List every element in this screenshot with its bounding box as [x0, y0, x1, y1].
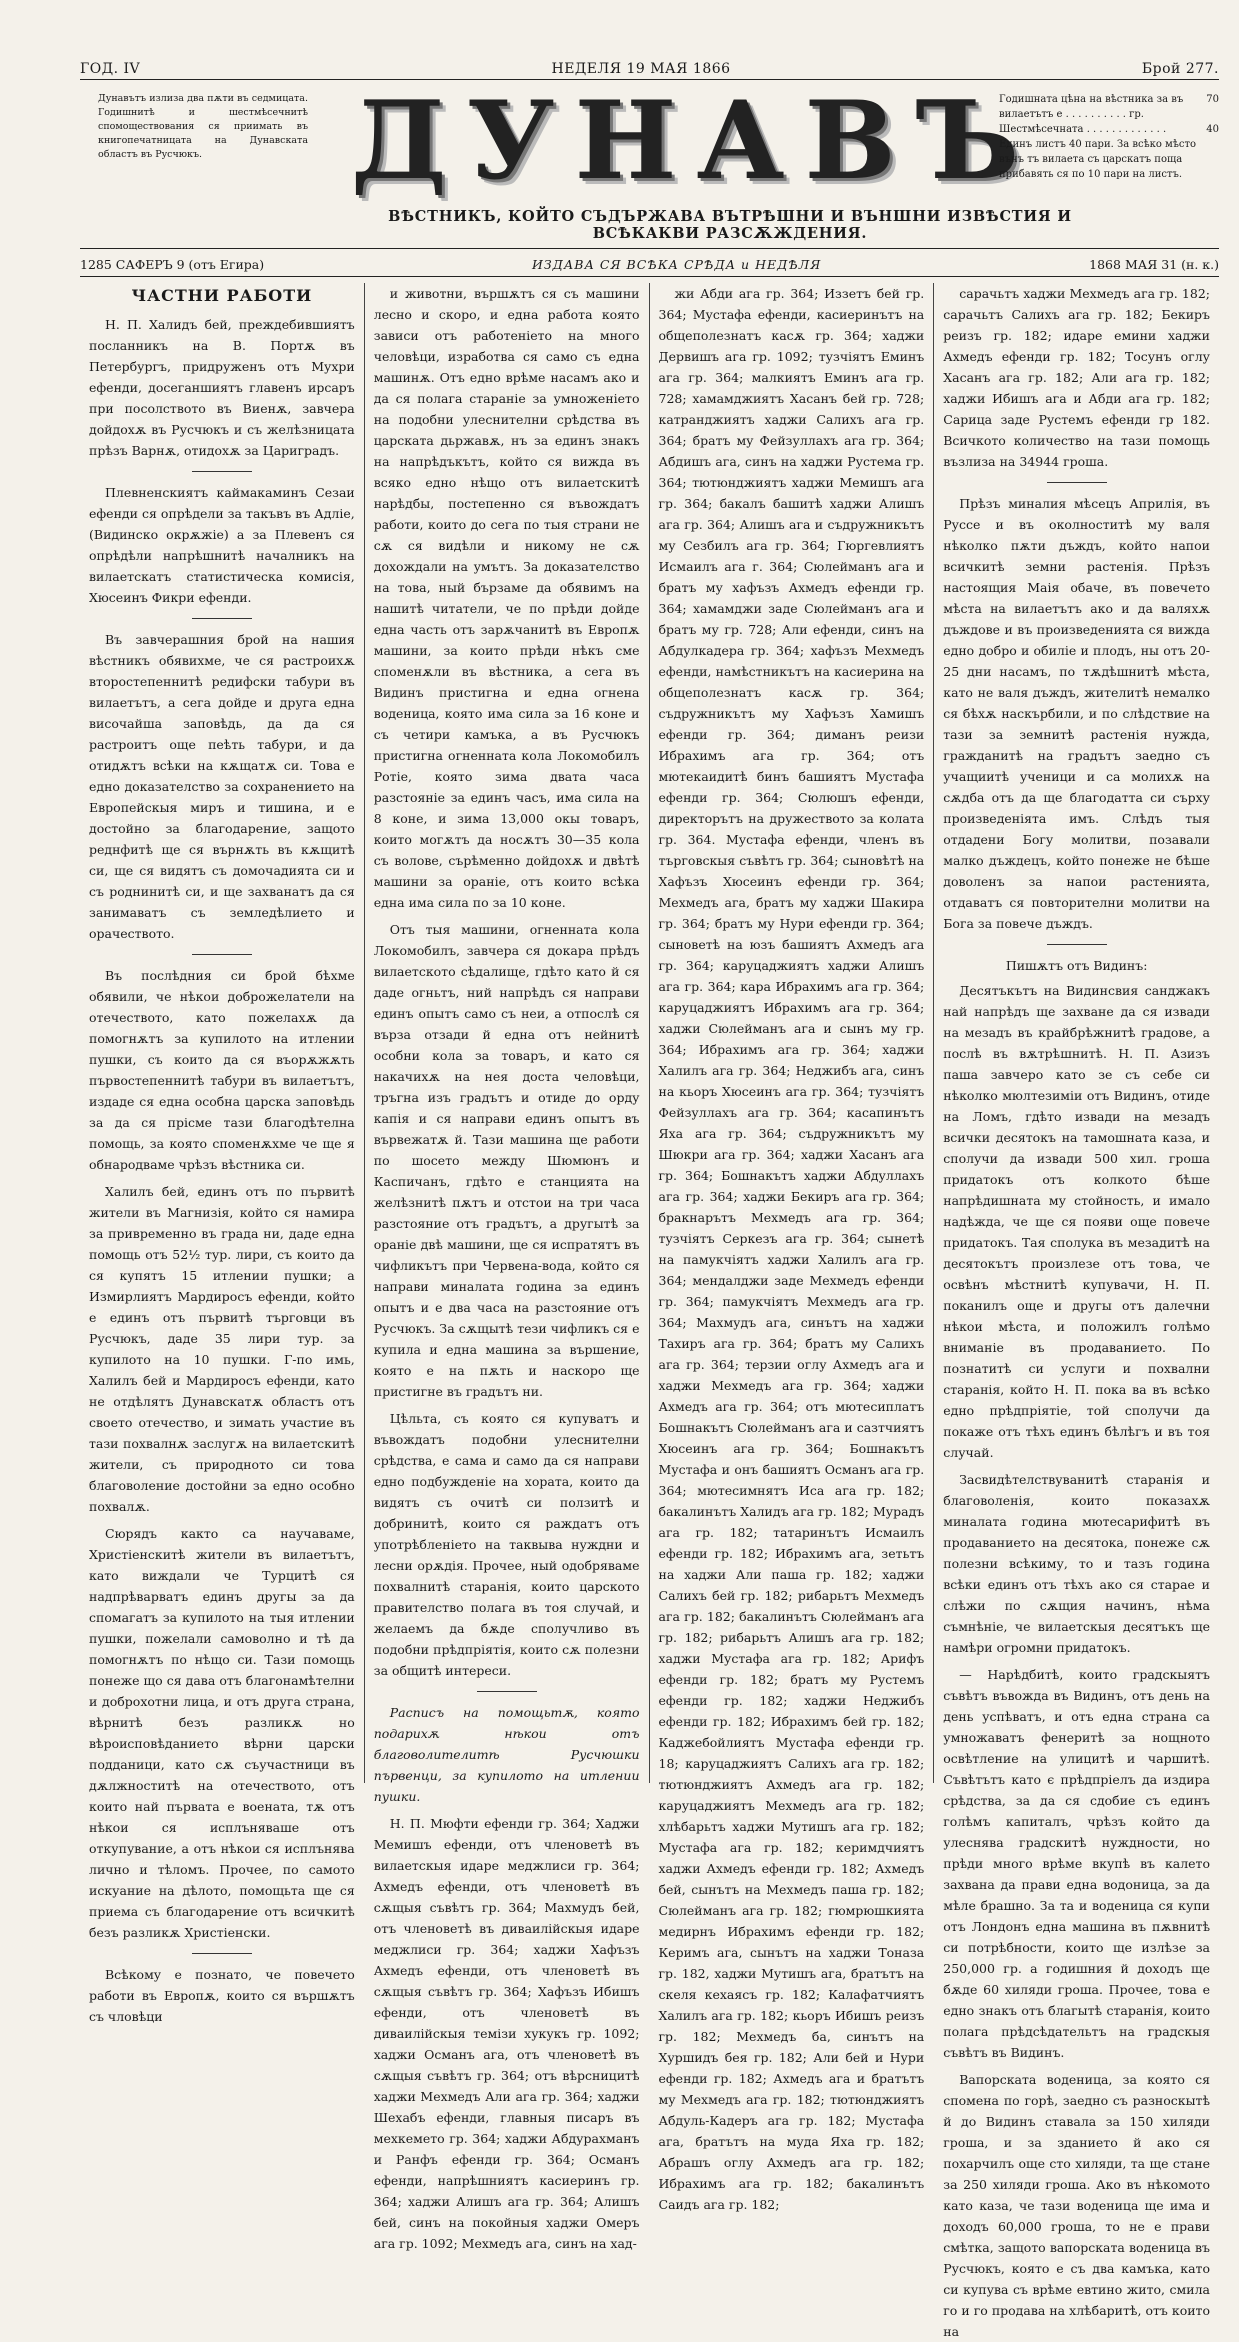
article-paragraph: Десятъкътъ на Видинсвия санджакъ най напрѣдъ ще захване да ся извади на мезадъ въ крайбрѣжнитѣ градове, а послѣ въ вѫтрѣшнитѣ. Н. П. Азизъ паша завчеро като зе съ себе си нѣколко мюлтезиміи отъ Видинъ, отиде на Ломъ, гдѣто извади на мезадъ всички десятокъ на тамошната каза, и сполучи да извади 500 хил. гроша придатокъ отъ колкото бѣше напрѣдишната му стойность, и имало надѣжда, че ще ся появи още повече придатокъ. Тая сполука въ мезадитѣ на десятокътъ произлезе отъ това, че освѣнъ мѣстнитѣ купувачи, Н. П. поканилъ още и другы отъ далечни нѣкои мѣста, и положилъ голѣмо вниманіе въ продаванието. По познатитѣ си услуги и похвални старанія, който Н. П. пока ва въ всѣко едно прѣдпріятіе, той сполучи да покаже отъ тѣхъ единъ бѣлѣгъ и въ тоя случай.: [943, 983, 1210, 1460]
article-paragraph: Н. П. Халидъ бей, преждебившиятъ посланникъ на В. Портѫ въ Петербургъ, придруженъ отъ Мухри ефенди, досеганшиятъ главенъ ирсаръ при посолството въ Виенѫ, завчера дойдохѫ въ Русчюкъ и съ желѣзницата прѣзъ Варнѫ, отидохѫ за Цариградъ.: [89, 317, 355, 458]
price-year-value: 70: [1206, 94, 1219, 105]
separator: [192, 954, 252, 955]
dateline-hijri: 1285 САФЕРЪ 9 (отъ Егира): [80, 256, 265, 272]
article-columns: [80, 283, 1219, 2339]
price-half-value: 40: [1206, 124, 1219, 135]
article-paragraph: и животни, вършѫтъ ся съ машини лесно и скоро, и една работа която зависи отъ работеніето на много человѣци, изработва ся само съ една машинѫ. Отъ едно врѣме насамъ ако и да ся полага стараніе за умноженіето на подобни улеснителни срѣдства въ царската дьржавѫ, нъ за единъ знакъ на напрѣдъкътъ, който ся вижда въ всяко едно нѣщо отъ вилаетскитѣ нарѣдбы, постепенно ся въвождатъ работи, които до сега по тыя страни не сѫ ся видѣли и никому не сѫ дохождали на умътъ. За доказателство на това, ный бързаме да обявимъ на нашитѣ читатели, че по прѣди дойде една часть отъ зарѫчанитѣ въ Европѫ машини, за които прѣди нѣкъ сме споменѫли въ вѣстника, а сега въ Видинъ пристигна и една огнена воденица, която има сила за 16 коне и съ четири камъка, а въ Русчюкъ пристигна огненната кола Локомобилъ Ротіе, която зима двата часа разстояніе за единъ часъ, има сила на 8 коне, и зима 13,000 окы товаръ, които могѫтъ да носѫтъ 30—35 кола съ волове, сърѣменно дойдохѫ и двѣтѣ машини за оранiе, отъ които всѣка една има сила по за 10 коне.: [373, 286, 640, 910]
top-line: [80, 55, 1219, 77]
masthead: [80, 78, 1219, 242]
article-paragraph: Сюрядъ както са научаваме, Христіенскитѣ жители въ вилаетътъ, като виждали че Турцитѣ ся надпрѣварватъ единъ другы за да спомагатъ за купилото на тыя итлении пушки, пожелали самоволно и тѣ да помогнѫтъ по нѣщо си. Тази помощь понеже що ся дава отъ благонамѣтелни и доброхотни лица, и отъ друга страна, вѣрнитѣ безъ разликѫ но вѣроисповѣданието вѣрни царски подданици, като сѫ съучастници въ дѫлжноститѣ на отечеството, отъ които най първата е воената, тѫ отъ нѣкои ся исплъняваше отъ откупувание, а отъ нѣкои ся исплънява лично и тѣломъ. Прочее, по самото искуание на дѣлото, помощьта ще ся приема съ благодарение отъ всичкитѣ безъ разликѫ Христіенски.: [89, 1526, 355, 1940]
price-year-label: Годишната цѣна на вѣстника за въ вилаетътъ е . . . . . . . . . . гр.: [999, 94, 1184, 120]
price-note: Единъ листъ 40 пари. За всѣко мѣсто вънъ тъ вилаета съ царскатъ поща прибавять ся по 10 пари на листъ.: [999, 139, 1197, 180]
article-paragraph: Въ завчерашния брой на нашия вѣстникъ обявихме, че ся растроихѫ второстепеннитѣ редифски табури въ вилаетътъ, а сега дойде и друга една височайша заповѣдь, да да ся растроитъ още пеѣть табури, и да отидѫтъ всѣки на кѫщатѫ си. Това е едно доказателство за сохранението на Европейскыя миръ и тишина, и е достойно за благодарение, защото реднфитѣ ще ся върнѫть въ кѫщитѣ си, ще ся видятъ съ домочадията си и съ роднинитѣ си, и ще захванатъ да ся занимаватъ съ земледѣлието и орачеството.: [89, 632, 355, 941]
dateline-schedule: ИЗДАВА СЯ ВСѢКА СРѢДА и НЕДѢЛЯ: [531, 256, 822, 272]
column-4: [934, 283, 1219, 2339]
dateline: [80, 254, 1219, 274]
year-label: ГОД. IV: [80, 61, 141, 77]
price-year-row: [999, 92, 1219, 122]
donation-list-title: Расписъ на помощьтѫ, която подарихѫ нѣкои отъ благоволителитѣ Русчюшки първенци, за купилото на итлении пушки.: [373, 1705, 640, 1804]
donor-list: жи Абди ага гр. 364; Иззетъ бей гр. 364; Мустафа ефенди, касиеринътъ на общеполезнатъ касѫ гр. 364; хаджи Дервишъ ага гр. 1092; тузчіятъ Еминъ ага гр. 364; малкиятъ Еминъ ага гр. 728; хамамджиятъ Хасанъ бей гр. 728; катранджиятъ хаджи Салихъ ага гр. 364; братъ му Фейзуллахъ ага гр. 364; Абдишъ ага, синъ на хаджи Рустема гр. 364; тютюнджиятъ хаджи Мемишъ ага гр. 364; бакалъ башитѣ хаджи Алишъ ага гр. 364; Алишъ ага и съдружникътъ му Сезбилъ ага гр. 364; Гюргевлиятъ Исмаилъ ага г. 364; Сюлейманъ ага и братъ му хафъзъ Ахмедъ ефенди гр. 364; хамамджи заде Сюлейманъ ага и братъ му гр. 728; Али ефенди, синъ на Абдулкадера гр. 364; хафъзъ Мехмедъ ефенди, намѣстникътъ на касиерина на общеполезнатъ касѫ гр. 364; съдружникътъ му Хафъзъ Хамишъ ефенди гр. 364; диманъ реизи Ибрахимъ ага гр. 364; отъ мютекаидитѣ бинъ башиятъ Мустафа ефенди гр. 364; Сюлюшъ ефенди, директорътъ на дружеството за колата гр. 364. Мустафа ефенди, членъ въ търговскыя съвѣтъ гр. 364; сыновѣтѣ на Хафъзъ Хюсеинъ ефенди гр. 364; Мехмедъ ага, братъ му хаджи Шакира гр. 364; братъ му Нури ефенди гр. 364; сыноветѣ на юзъ башиятъ Ахмедъ ага гр. 364; каруцаджиятъ хаджи Алишъ ага гр. 364; кара Ибрахимъ ага гр. 364; каруцаджиятъ Ибрахимъ ага гр. 364; хаджи Сюлейманъ ага и сынъ му гр. 364; Ибрахимъ ага гр. 364; хаджи Халилъ ага гр. 364; Неджибъ ага, синъ на кьоръ Хюсеинъ ага гр. 364; тузчіятъ Фейзуллахъ ага гр. 364; касапинътъ Яха ага гр. 364; съдружникътъ му Шюкри ага гр. 364; хаджи Хасанъ ага гр. 364; Бошнакътъ хаджи Абдуллахъ ага гр. 364; хаджи Бекиръ ага гр. 364; бракнарътъ Мехмедъ ага гр. 364; тузчіятъ Серкезъ ага гр. 364; сынетѣ на памукчіятъ хаджи Халилъ ага гр. 364; мендалджи заде Мехмедъ ефенди гр. 364; памукчіятъ Мехмедъ ага гр. 364; Махмудъ ага, синътъ на хаджи Тахиръ ага гр. 364; братъ му Салихъ ага гр. 364; терзии оглу Ахмедъ ага и хаджи Мехмедъ ага гр. 364; хаджи Ахмедъ ага гр. 364; отъ мютесиплатъ Бошнакътъ Сюлейманъ ага и сазтчиятъ Хюсеинъ ага гр. 364; Бошнакътъ Мустафа и онъ башиятъ Османъ ага гр. 364; мютесимнятъ Иса ага гр. 182; бакалинътъ Халидъ ага гр. 182; Мурадъ ага гр. 182; татаринътъ Исмаилъ ефенди гр. 182; Ибрахимъ ага, зетьтъ на хаджи Али паша гр. 182; хаджи Салихъ бей гр. 182; рибарьтъ Мехмедъ ага гр. 182; бакалинътъ Сюлейманъ ага гр. 182; рибарьтъ Алишъ ага гр. 182; хаджи Мустафа ага гр. 182; Арифъ ефенди гр. 182; братъ му Рустемъ ефенди гр. 182; хаджи Неджибъ ефенди гр. 182; Ибрахимъ бей гр. 182; Каджебойлиятъ Мустафа ефенди гр. 18; каруцаджиятъ Салихъ ага гр. 182; тютюнджиятъ Ахмедъ ага гр. 182; каруцаджиятъ Мехмедъ ага гр. 182; хлѣбарьтъ хаджи Мутишъ ага гр. 182; Мустафа ага гр. 182; керимдчиятъ хаджи Ахмедъ ефенди гр. 182; Ахмедъ бей, сынътъ на Мехмедъ паша гр. 182; Сюлейманъ ага гр. 182; гюмрюшкията медирнъ Ибрахимъ ефенди гр. 182; Керимъ ага, сынътъ на хаджи Тоназа гр. 182, хаджи Мутишъ ага, братътъ на скеля кехаясъ гр. 182; Калафатчиятъ Халилъ ага гр. 182; кьоръ Ибишъ реизъ гр. 182; Мехмедъ ба, синътъ на Хуршидъ бея гр. 182; Али бей и Нури ефенди гр. 182; Ахмедъ ага и братътъ му Мехмедъ ага гр. 182; тютюнджиятъ Абдуль-Кадеръ ага гр. 182; Мустафа ага, братътъ на муда Яха гр. 182; Абрашъ оглу Ахмедъ ага гр. 182; Ибрахимъ ага гр. 182; бакалинътъ Саидъ ага гр. 182;: [658, 286, 925, 2212]
correspondence-heading: Пишѫтъ отъ Видинъ:: [1005, 958, 1148, 973]
price-half-label: Шестмѣсечната . . . . . . . . . . . . .: [999, 124, 1167, 135]
column-1: [80, 283, 365, 2024]
section-heading: ЧАСТНИ РАБОТИ: [131, 286, 313, 305]
separator: [477, 1691, 537, 1692]
subscription-note: Дунавътъ излиза два пѫти въ седмицата. Годишнитѣ и шестмѣсечнитѣ спомоществования ся приимать въ книгопечатницата на Дунавската областъ въ Русчюкъ.: [98, 93, 308, 160]
price-box: [999, 92, 1219, 182]
separator: [1047, 482, 1107, 483]
article-paragraph: Прѣзъ миналия мѣсецъ Априлія, въ Руссе и въ околноститѣ му валя нѣколко пѫти дъждъ, който напои всичкитѣ земни растенія. Прѣзъ настоящия Маія обаче, въ повечето мѣста на вилаетътъ ако и да валяхѫ дъждове и въ произведенията ся вижда едно добро и обиліе и плодъ, ны отъ 20-25 дни насамъ, по тѫдѣшнитѣ мѣста, като не валя дъждъ, жителитѣ немалко ся бѣхѫ наскърбили, и по слѣдствие на тази за земнитѣ растенія нужда, гражданитѣ на градътъ заедно съ учащиитѣ ученици и са молихѫ на сѫдба отъ да ще благодатта си сърху произведеніята имъ. Слѣдъ тыя отдадени Богу молитви, позавали малко дъждецъ, който понеже не бѣше доволенъ за напои растенията, отдаватъ ся повторителни молитви на Бога за повече дъждъ.: [943, 496, 1210, 931]
dateline-gregorian: 1868 МАЯ 31 (н. к.): [1089, 256, 1219, 272]
newspaper-subtitle: ВѢСТНИКЪ, КОЙТО СЪДЪРЖАВА ВЪТРѢШНИ И ВЪНШНИ ИЗВѢСТИЯ И ВСѢКАКВИ РАЗСѪЖДЕНИЯ.: [388, 208, 1072, 242]
issue-number: Брой 277.: [1141, 61, 1219, 77]
article-paragraph: Цѣльта, съ която ся купуватъ и въвождатъ подобни улеснителни срѣдства, е сама и само да ся направи едно подбужденіе на хората, които да видятъ съ очитѣ си ползитѣ и добринитѣ, които ся раждатъ отъ употрѣбленіето на таквыва нуждни и лесни орѫдія. Прочее, ный одобряваме похвалнитѣ старанія, които царското правителство полага въ тоя случай, и желаемъ да бѫде сполучливо въ подобни прѣдпріятія, които сѫ полезни за общитѣ интереси.: [373, 1411, 640, 1678]
article-paragraph: Въ послѣдния си брой бѣхме обявили, че нѣкои доброжелатели на отечеството, като пожелахѫ да помогнѫтъ за купилото на итлении пушки, съ които да ся въорѫжѫть първостепеннитѣ табури въ вилаетътъ, издаде ся една особна царска заповѣдь за да ся прісме тази благодѣтелна помощь, за която споменѫхме че ще я обнародваме чрѣзъ вѣстника си.: [89, 968, 355, 1172]
column-2: [365, 283, 650, 2251]
price-half-row: [999, 122, 1219, 137]
separator: [192, 618, 252, 619]
article-paragraph: Халилъ бей, единъ отъ по първитѣ жители въ Магнизія, който ся намира за привременно въ града ни, даде една помощь отъ 52½ тур. лири, съ които да ся купятъ 15 итлении пушки; а Измирлиятъ Мардиросъ ефенди, който е единъ отъ първитѣ търговци въ Русчюкъ, даде 35 лири тур. за купилото на 10 пушки. Г-по имь, Халилъ бей и Мардиросъ ефенди, като не отдѣлятъ Дунавскатѫ областъ отъ своето отечество, и зимать участие въ тази похвалнѫ заслугѫ на вилаетскитѣ жители, съ природното си това благоволение достойни за едно особно похвалѫ.: [89, 1184, 355, 1514]
article-paragraph: Отъ тыя машини, огненната кола Локомобилъ, завчера ся докара прѣдъ вилаетското сѣдалище, гдѣто като й ся даде огньтъ, ний напрѣдъ ся направи единъ опытъ само съ неи, а отпослѣ ся върза отзади й една отъ нейнитѣ особни кола за товаръ, и като ся накачихѫ на нея доста человѣци, тръгна изъ градътъ и отиде до орду капiя и ся направи единъ опытъ въ вървежатѫ й. Тази машина ще работи по шосето между Шюмюнъ и Каспичанъ, гдѣто е станцията на желѣзнитѣ пѫтъ и отстои на три часа разстояние отъ градътъ, а другытѣ за оранiе двѣ машини, ще ся испратятъ въ чифликътъ при Червена-вода, който ся направи миналата година за единъ опытъ и е два часа на разстояние отъ Русчюкъ. За сѫщытѣ тези чифликъ ся е купила и една машина за вършение, която е на пѫть и наскоро ще пристигне въ градътъ ни.: [373, 922, 640, 1399]
article-paragraph: Плевненскиятъ каймакаминъ Сезаи ефенди ся опрѣдели за такъвъ въ Адліе, (Видинско окрѫжіе) а за Плевенъ ся опрѣдѣли напрѣшнитѣ началникъ на вилаетскатъ статистическа комисія, Хюсеинъ Фикри ефенди.: [89, 485, 355, 605]
issue-date: НЕДЕЛЯ 19 МАЯ 1866: [551, 61, 731, 77]
article-paragraph: Вапорската воденица, за която ся спомена по горѣ, заедно съ разноскытѣ й до Видинъ ставала за 150 хиляди гроша, и за зданието й ако ся похарчилъ още сто хиляди, та ще стане за 250 хиляди гроша. Ако въ нѣкомото като каза, че тази воденица ще има и доходъ 60,000 гроша, то не е прави смѣтка, защото вапорската воденица въ Русчюкъ, която е съ два камъка, като си купува съ врѣме евтино жито, смила го и го продава на хлѣбаритѣ, отъ които на: [943, 2072, 1210, 2339]
article-paragraph: сарачьтъ хаджи Мехмедъ ага гр. 182; сарачьтъ Салихъ ага гр. 182; Бекиръ реизъ гр. 182; идаре емини хаджи Ахмедъ ефенди гр. 182; Тосунъ оглу Хасанъ ага гр. 182; Али ага гр. 182; хаджи Ибишъ ага и Абди ага гр. 182; Сарица заде Рустемъ ефенди гр 182. Всичкото количество на тази помощь възлиза на 34944 гроша.: [943, 286, 1210, 469]
separator: [1047, 944, 1107, 945]
column-3: [650, 283, 935, 2212]
separator: [192, 471, 252, 472]
article-paragraph: Н. П. Мюфти ефенди гр. 364; Хаджи Мемишъ ефенди, отъ членоветѣ въ вилаетскыя идаре меджлиси гр. 364; Ахмедъ ефенди, отъ членоветѣ въ сѫщыя съвѣтъ гр. 364; Махмудъ бей, отъ членоветѣ въ диваилійскыя идаре меджлиси гр. 364; хаджи Хафъзъ Ахмедъ ефенди, отъ членоветѣ въ сѫщыя съвѣтъ гр. 364; Хафъзъ Ибишъ ефенди, отъ членоветѣ въ диваилійскыя темізи хукукъ гр. 1092; хаджи Османъ ага, отъ членоветѣ въ сѫщыя съвѣтъ гр. 364; отъ вѣрсницитѣ хаджи Мехмедъ Али ага гр. 364; хаджи Шехабъ ефенди, главныя писаръ въ мехкемето гр. 364; хаджи Абдурахманъ и Ранфъ ефенди гр. 364; Османъ ефенди, напрѣшниятъ касиеринъ гр. 364; хаджи Алишъ ага гр. 364; Алишъ бей, синъ на покойныя хаджи Омеръ ага гр. 1092; Мехмедъ ага, синъ на хад-: [373, 1816, 640, 2251]
newspaper-title: ДУНАВЪ: [350, 78, 1040, 204]
article-paragraph: Всѣкому е познато, че повечето работи въ Европѫ, които ся вършѫтъ съ чловѣци: [89, 1967, 355, 2024]
article-paragraph: — Нарѣдбитѣ, които градскыятъ съвѣтъ въвожда въ Видинъ, отъ день на день успѣватъ, и отъ една страна са умножаватъ фенеритѣ за нощното освѣтление на улицитѣ и чаршитѣ. Съвѣтътъ като є прѣдпріелъ да издира срѣдства, за да ся сдобие съ единъ голѣмъ капиталъ, чрѣзъ който да улеснява градскитѣ нуждности, но прѣди много врѣме вкупѣ въ калето захвана да прави една водоница, за да мѣле брашно. За та и воденица ся купи отъ Лондонъ една машина въ пѫвнитѣ си потрѣбности, които ще излѣзе за 250,000 гр. а годишния й доходъ ще бѫде 60 хиляди гроша. Прочее, това е едно знакъ отъ благытѣ старанія, които полага прѣдсѣдательтъ на градскыя съвѣтъ въ Видинъ.: [943, 1667, 1210, 2060]
dateline-rule-bottom: [80, 276, 1219, 277]
dateline-rule-top: [80, 248, 1219, 249]
article-paragraph: Засвидѣтелствуванитѣ старанія и благоволенія, които показахѫ миналата година мютесарифитѣ въ продаванието на десятока, понеже сѫ полезни всѣкиму, то и тазъ година всѣки единъ отъ тѣхъ ако ся стараe и слѣжи по сѫщия начинъ, нѣма съмнѣніе, че вилаетскыя десятъкъ ще намѣри огромни придатокъ.: [943, 1472, 1210, 1655]
separator: [192, 1953, 252, 1954]
